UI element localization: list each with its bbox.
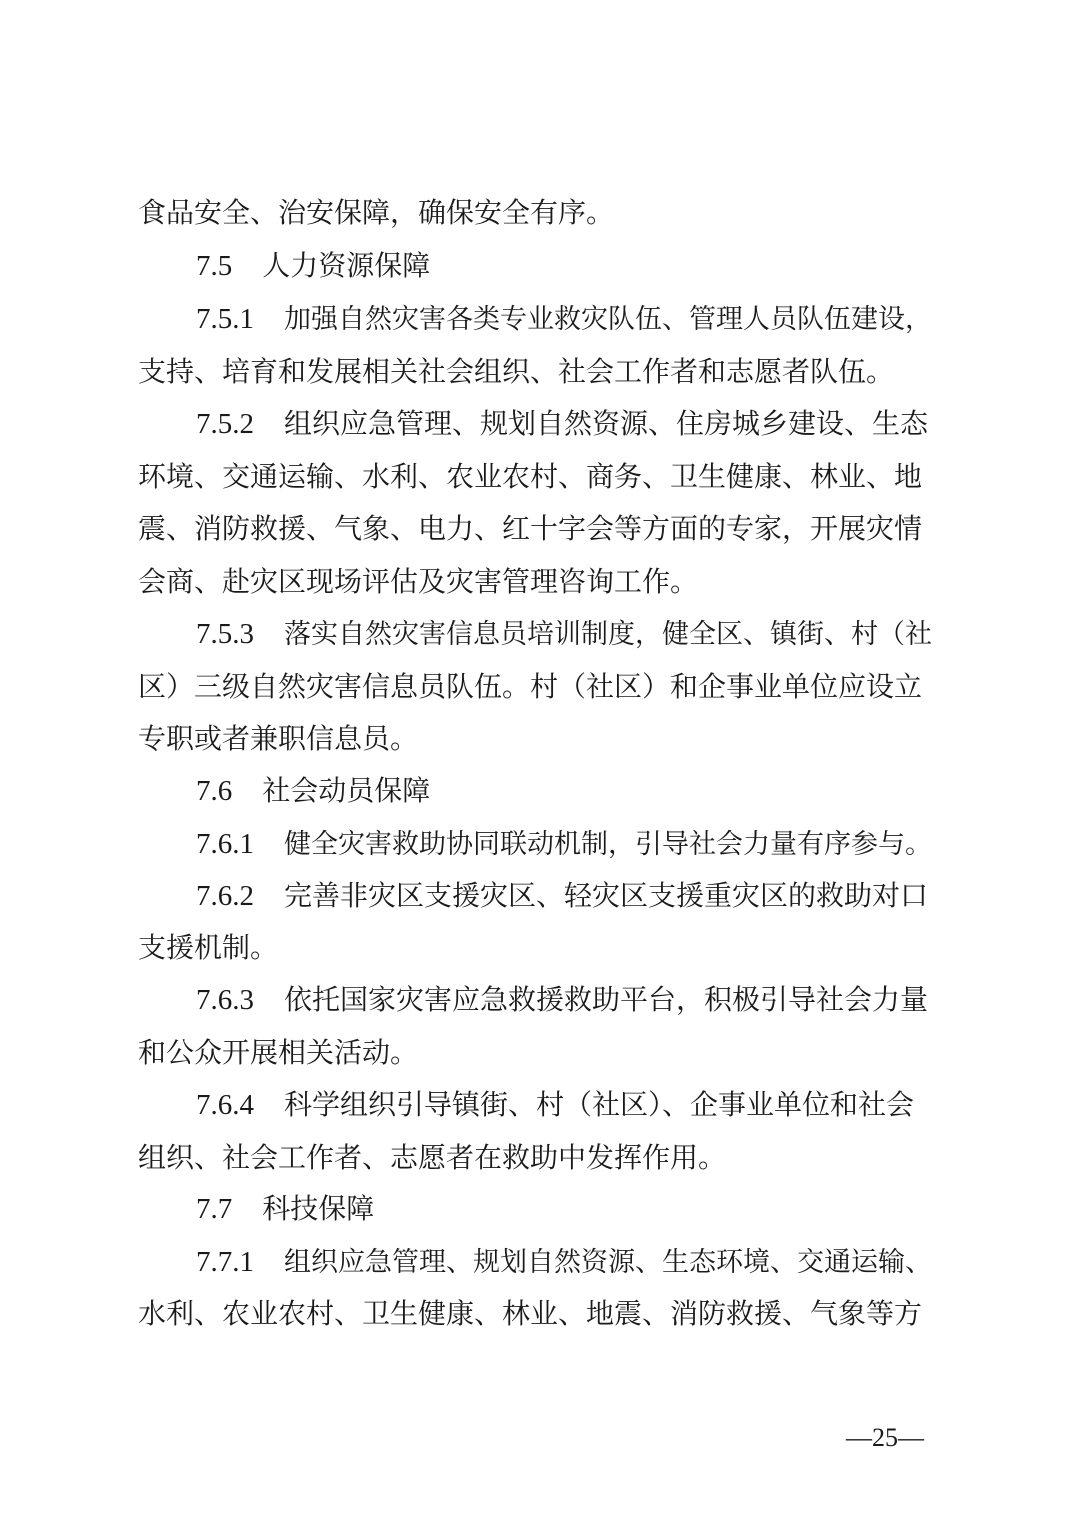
line-text: 依托国家灾害应急救援救助平台，积极引导社会力量 [284, 983, 929, 1016]
section-title: 科技保障 [262, 1192, 375, 1225]
line-text: 科学组织引导镇街、村（社区）、企事业单位和社会 [284, 1088, 915, 1121]
paragraph-first-line [196, 398, 938, 450]
clause-number: 7.7.1 [196, 1246, 254, 1278]
line-text: 组织应急管理、规划自然资源、生态环境、交通运输、 [284, 1247, 932, 1278]
section-number: 7.7 [196, 1193, 233, 1225]
text-line [138, 556, 938, 608]
clause-number: 7.6.4 [196, 1089, 254, 1121]
line-text: 健全灾害救助协同联动机制，引导社会力量有序参与。 [284, 829, 932, 860]
text-line [138, 661, 938, 713]
text-line [138, 503, 938, 555]
line-text: 组织应急管理、规划自然资源、住房城乡建设、生态 [284, 407, 929, 440]
section-title: 社会动员保障 [262, 774, 431, 807]
paragraph-first-line [196, 870, 938, 922]
clause-number: 7.5.3 [196, 618, 254, 650]
line-text: 会商、赴灾区现场评估及灾害管理咨询工作。 [138, 565, 699, 598]
text-line [138, 346, 938, 398]
line-text: 环境、交通运输、水利、农业农村、商务、卫生健康、林业、地 [138, 460, 923, 493]
paragraph-first-line [196, 818, 938, 870]
line-text: 震、消防救援、气象、电力、红十字会等方面的专家，开展灾情 [138, 512, 923, 545]
paragraph-first-line [196, 1236, 938, 1288]
line-text: 食品安全、治安保障，确保安全有序。 [138, 196, 615, 229]
text-line [138, 713, 938, 765]
text-line [138, 187, 938, 239]
text-line [138, 451, 938, 503]
text-line [138, 1027, 938, 1079]
line-text: 落实自然灾害信息员培训制度，健全区、镇街、村（社 [284, 619, 932, 650]
line-text: 组织、社会工作者、志愿者在救助中发挥作用。 [138, 1141, 727, 1174]
line-text: 完善非灾区支援灾区、轻灾区支援重灾区的救助对口 [284, 879, 929, 912]
section-heading [196, 1183, 938, 1235]
text-line [138, 922, 938, 974]
paragraph-first-line [196, 293, 938, 345]
line-text: 加强自然灾害各类专业救灾队伍、管理人员队伍建设， [284, 304, 932, 335]
line-text: 和公众开展相关活动。 [138, 1036, 419, 1069]
clause-number: 7.6.1 [196, 828, 254, 860]
section-heading [196, 765, 938, 817]
paragraph-first-line [196, 1079, 938, 1131]
clause-number: 7.6.3 [196, 984, 254, 1016]
text-line [138, 1288, 938, 1340]
line-text: 支援机制。 [138, 931, 279, 964]
clause-number: 7.5.1 [196, 303, 254, 335]
clause-number: 7.5.2 [196, 408, 254, 440]
page-number: —25— [846, 1423, 924, 1452]
section-heading [196, 240, 938, 292]
text-line [138, 1132, 938, 1184]
line-text: 支持、培育和发展相关社会组织、社会工作者和志愿者队伍。 [138, 355, 895, 388]
paragraph-first-line [196, 974, 938, 1026]
section-number: 7.5 [196, 250, 233, 282]
line-text: 水利、农业农村、卫生健康、林业、地震、消防救援、气象等方 [138, 1297, 923, 1330]
line-text: 区）三级自然灾害信息员队伍。村（社区）和企事业单位应设立 [138, 670, 923, 703]
line-text: 专职或者兼职信息员。 [138, 722, 419, 755]
section-title: 人力资源保障 [262, 249, 431, 282]
section-number: 7.6 [196, 775, 233, 807]
clause-number: 7.6.2 [196, 880, 254, 912]
paragraph-first-line [196, 608, 938, 660]
